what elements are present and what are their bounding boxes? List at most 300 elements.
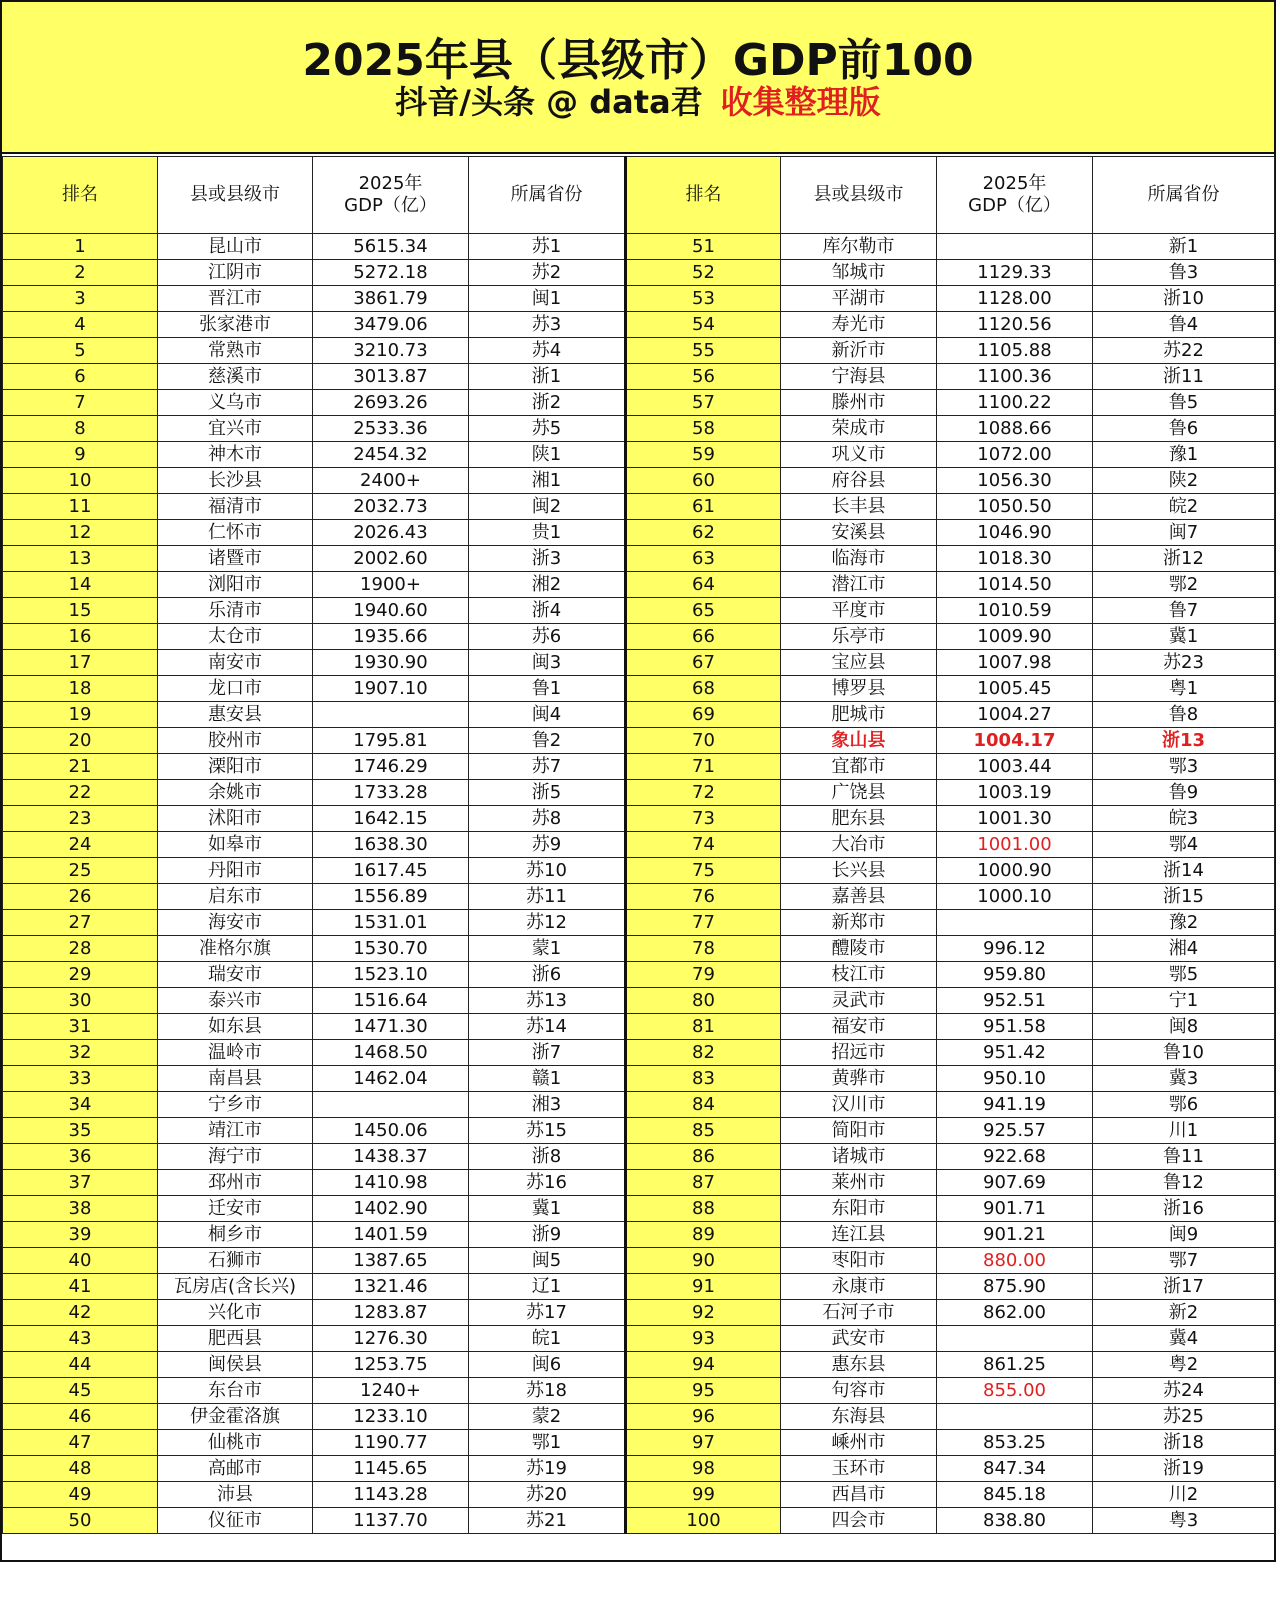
rank-cell: 24 bbox=[3, 832, 158, 858]
province-cell: 浙7 bbox=[469, 1040, 626, 1066]
county-cell: 肥东县 bbox=[781, 806, 937, 832]
gdp-cell: 1128.00 bbox=[937, 286, 1093, 312]
gdp-cell: 1100.22 bbox=[937, 390, 1093, 416]
gdp-cell: 1410.98 bbox=[313, 1170, 469, 1196]
gdp-cell: 1056.30 bbox=[937, 468, 1093, 494]
county-cell: 武安市 bbox=[781, 1326, 937, 1352]
province-cell: 鲁8 bbox=[1093, 702, 1275, 728]
table-row bbox=[3, 858, 1275, 884]
county-cell: 沭阳市 bbox=[158, 806, 313, 832]
rank-cell: 26 bbox=[3, 884, 158, 910]
province-cell: 冀3 bbox=[1093, 1066, 1275, 1092]
gdp-cell bbox=[937, 234, 1093, 260]
county-cell: 广饶县 bbox=[781, 780, 937, 806]
rank-cell: 99 bbox=[626, 1482, 781, 1508]
table-row bbox=[3, 676, 1275, 702]
title-block bbox=[2, 2, 1274, 154]
gdp-cell: 838.80 bbox=[937, 1508, 1093, 1534]
rank-cell: 40 bbox=[3, 1248, 158, 1274]
county-cell: 东海县 bbox=[781, 1404, 937, 1430]
county-cell: 莱州市 bbox=[781, 1170, 937, 1196]
gdp-cell: 1471.30 bbox=[313, 1014, 469, 1040]
header-rank: 排名 bbox=[626, 157, 781, 234]
county-cell: 温岭市 bbox=[158, 1040, 313, 1066]
rank-cell: 89 bbox=[626, 1222, 781, 1248]
county-cell: 福安市 bbox=[781, 1014, 937, 1040]
table-row bbox=[3, 468, 1275, 494]
table-row bbox=[3, 520, 1275, 546]
province-cell: 鄂3 bbox=[1093, 754, 1275, 780]
table-row bbox=[3, 910, 1275, 936]
table-row bbox=[3, 884, 1275, 910]
rank-cell: 58 bbox=[626, 416, 781, 442]
rank-cell: 84 bbox=[626, 1092, 781, 1118]
table-row bbox=[3, 442, 1275, 468]
province-cell: 浙1 bbox=[469, 364, 626, 390]
county-cell: 黄骅市 bbox=[781, 1066, 937, 1092]
county-cell: 石河子市 bbox=[781, 1300, 937, 1326]
province-cell: 鲁9 bbox=[1093, 780, 1275, 806]
province-cell: 苏22 bbox=[1093, 338, 1275, 364]
rank-cell: 37 bbox=[3, 1170, 158, 1196]
rank-cell: 66 bbox=[626, 624, 781, 650]
table-row bbox=[3, 728, 1275, 754]
county-cell: 邳州市 bbox=[158, 1170, 313, 1196]
province-cell: 新2 bbox=[1093, 1300, 1275, 1326]
province-cell: 鄂6 bbox=[1093, 1092, 1275, 1118]
rank-cell: 21 bbox=[3, 754, 158, 780]
county-cell: 龙口市 bbox=[158, 676, 313, 702]
province-cell: 川1 bbox=[1093, 1118, 1275, 1144]
rank-cell: 52 bbox=[626, 260, 781, 286]
county-cell: 长丰县 bbox=[781, 494, 937, 520]
province-cell: 苏16 bbox=[469, 1170, 626, 1196]
table-row bbox=[3, 780, 1275, 806]
subtitle bbox=[2, 82, 1274, 122]
county-cell: 宜都市 bbox=[781, 754, 937, 780]
rank-cell: 82 bbox=[626, 1040, 781, 1066]
gdp-cell bbox=[313, 702, 469, 728]
gdp-cell: 1935.66 bbox=[313, 624, 469, 650]
table-row bbox=[3, 806, 1275, 832]
gdp-cell: 2454.32 bbox=[313, 442, 469, 468]
province-cell: 浙4 bbox=[469, 598, 626, 624]
gdp-cell: 1100.36 bbox=[937, 364, 1093, 390]
county-cell: 肥西县 bbox=[158, 1326, 313, 1352]
county-cell: 海宁市 bbox=[158, 1144, 313, 1170]
rank-cell: 87 bbox=[626, 1170, 781, 1196]
header-gdp bbox=[937, 157, 1093, 234]
rank-cell: 74 bbox=[626, 832, 781, 858]
province-cell: 苏12 bbox=[469, 910, 626, 936]
county-cell: 新沂市 bbox=[781, 338, 937, 364]
gdp-cell: 1003.19 bbox=[937, 780, 1093, 806]
rank-cell: 28 bbox=[3, 936, 158, 962]
province-cell: 浙16 bbox=[1093, 1196, 1275, 1222]
rank-cell: 38 bbox=[3, 1196, 158, 1222]
province-cell: 鲁5 bbox=[1093, 390, 1275, 416]
rank-cell: 14 bbox=[3, 572, 158, 598]
rank-cell: 72 bbox=[626, 780, 781, 806]
gdp-cell bbox=[937, 1326, 1093, 1352]
gdp-cell: 1145.65 bbox=[313, 1456, 469, 1482]
header-gdp-unit: GDP（亿） bbox=[344, 195, 437, 216]
county-cell: 兴化市 bbox=[158, 1300, 313, 1326]
table-row bbox=[3, 1014, 1275, 1040]
province-cell: 湘4 bbox=[1093, 936, 1275, 962]
gdp-cell: 1516.64 bbox=[313, 988, 469, 1014]
county-cell: 诸城市 bbox=[781, 1144, 937, 1170]
rank-cell: 4 bbox=[3, 312, 158, 338]
province-cell: 皖2 bbox=[1093, 494, 1275, 520]
province-cell: 浙8 bbox=[469, 1144, 626, 1170]
rank-cell: 96 bbox=[626, 1404, 781, 1430]
province-cell: 粤1 bbox=[1093, 676, 1275, 702]
subtitle-edition: 收集整理版 bbox=[720, 83, 881, 121]
province-cell: 贵1 bbox=[469, 520, 626, 546]
rank-cell: 91 bbox=[626, 1274, 781, 1300]
table-row bbox=[3, 936, 1275, 962]
county-cell: 高邮市 bbox=[158, 1456, 313, 1482]
gdp-cell: 1001.30 bbox=[937, 806, 1093, 832]
province-cell: 鄂1 bbox=[469, 1430, 626, 1456]
province-cell: 赣1 bbox=[469, 1066, 626, 1092]
page-title: 2025年县（县级市）GDP前100 bbox=[302, 35, 974, 86]
table-row bbox=[3, 754, 1275, 780]
province-cell: 鄂7 bbox=[1093, 1248, 1275, 1274]
table-row bbox=[3, 650, 1275, 676]
province-cell: 浙15 bbox=[1093, 884, 1275, 910]
rank-cell: 70 bbox=[626, 728, 781, 754]
province-cell: 鲁3 bbox=[1093, 260, 1275, 286]
rank-cell: 31 bbox=[3, 1014, 158, 1040]
county-cell: 醴陵市 bbox=[781, 936, 937, 962]
rank-cell: 5 bbox=[3, 338, 158, 364]
county-cell: 招远市 bbox=[781, 1040, 937, 1066]
gdp-cell: 855.00 bbox=[937, 1378, 1093, 1404]
rank-cell: 42 bbox=[3, 1300, 158, 1326]
gdp-cell: 847.34 bbox=[937, 1456, 1093, 1482]
province-cell: 蒙1 bbox=[469, 936, 626, 962]
rank-cell: 73 bbox=[626, 806, 781, 832]
county-cell: 博罗县 bbox=[781, 676, 937, 702]
county-cell: 如东县 bbox=[158, 1014, 313, 1040]
province-cell: 冀1 bbox=[1093, 624, 1275, 650]
rank-cell: 49 bbox=[3, 1482, 158, 1508]
province-cell: 浙3 bbox=[469, 546, 626, 572]
province-cell: 苏13 bbox=[469, 988, 626, 1014]
gdp-cell: 1120.56 bbox=[937, 312, 1093, 338]
gdp-cell: 2533.36 bbox=[313, 416, 469, 442]
gdp-cell: 1007.98 bbox=[937, 650, 1093, 676]
rank-cell: 2 bbox=[3, 260, 158, 286]
rank-cell: 54 bbox=[626, 312, 781, 338]
province-cell: 苏25 bbox=[1093, 1404, 1275, 1430]
province-cell: 粤3 bbox=[1093, 1508, 1275, 1534]
header-row bbox=[3, 157, 1275, 234]
table-row bbox=[3, 1300, 1275, 1326]
county-cell: 平度市 bbox=[781, 598, 937, 624]
gdp-cell: 941.19 bbox=[937, 1092, 1093, 1118]
province-cell: 皖3 bbox=[1093, 806, 1275, 832]
county-cell: 晋江市 bbox=[158, 286, 313, 312]
gdp-cell: 1240+ bbox=[313, 1378, 469, 1404]
gdp-cell: 1000.10 bbox=[937, 884, 1093, 910]
rank-cell: 71 bbox=[626, 754, 781, 780]
province-cell: 苏23 bbox=[1093, 650, 1275, 676]
table-row bbox=[3, 1040, 1275, 1066]
table-row bbox=[3, 624, 1275, 650]
table-row bbox=[3, 1482, 1275, 1508]
province-cell: 苏15 bbox=[469, 1118, 626, 1144]
county-cell: 南安市 bbox=[158, 650, 313, 676]
gdp-cell: 3013.87 bbox=[313, 364, 469, 390]
rank-cell: 76 bbox=[626, 884, 781, 910]
province-cell: 苏21 bbox=[469, 1508, 626, 1534]
table-row bbox=[3, 1352, 1275, 1378]
rank-cell: 30 bbox=[3, 988, 158, 1014]
province-cell: 苏11 bbox=[469, 884, 626, 910]
gdp-cell bbox=[937, 1404, 1093, 1430]
table-row bbox=[3, 260, 1275, 286]
county-cell: 福清市 bbox=[158, 494, 313, 520]
gdp-cell: 1004.17 bbox=[937, 728, 1093, 754]
county-cell: 东阳市 bbox=[781, 1196, 937, 1222]
gdp-cell: 2400+ bbox=[313, 468, 469, 494]
rank-cell: 6 bbox=[3, 364, 158, 390]
rank-cell: 22 bbox=[3, 780, 158, 806]
rank-cell: 78 bbox=[626, 936, 781, 962]
county-cell: 寿光市 bbox=[781, 312, 937, 338]
rank-cell: 27 bbox=[3, 910, 158, 936]
rank-cell: 83 bbox=[626, 1066, 781, 1092]
gdp-cell: 1321.46 bbox=[313, 1274, 469, 1300]
table-row bbox=[3, 1508, 1275, 1534]
rank-cell: 81 bbox=[626, 1014, 781, 1040]
table-row bbox=[3, 1222, 1275, 1248]
header-province: 所属省份 bbox=[469, 157, 626, 234]
province-cell: 闽9 bbox=[1093, 1222, 1275, 1248]
gdp-cell: 907.69 bbox=[937, 1170, 1093, 1196]
province-cell: 粤2 bbox=[1093, 1352, 1275, 1378]
table-row bbox=[3, 416, 1275, 442]
gdp-cell: 1129.33 bbox=[937, 260, 1093, 286]
gdp-cell: 1468.50 bbox=[313, 1040, 469, 1066]
county-cell: 太仓市 bbox=[158, 624, 313, 650]
table-row bbox=[3, 1170, 1275, 1196]
gdp-cell: 1638.30 bbox=[313, 832, 469, 858]
county-cell: 南昌县 bbox=[158, 1066, 313, 1092]
county-cell: 句容市 bbox=[781, 1378, 937, 1404]
county-cell: 宁海县 bbox=[781, 364, 937, 390]
county-cell: 仁怀市 bbox=[158, 520, 313, 546]
county-cell: 迁安市 bbox=[158, 1196, 313, 1222]
province-cell: 冀4 bbox=[1093, 1326, 1275, 1352]
gdp-cell: 1930.90 bbox=[313, 650, 469, 676]
county-cell: 宁乡市 bbox=[158, 1092, 313, 1118]
county-cell: 溧阳市 bbox=[158, 754, 313, 780]
county-cell: 平湖市 bbox=[781, 286, 937, 312]
rank-cell: 75 bbox=[626, 858, 781, 884]
rank-cell: 50 bbox=[3, 1508, 158, 1534]
header-gdp-year: 2025年 bbox=[982, 173, 1047, 194]
rank-cell: 53 bbox=[626, 286, 781, 312]
county-cell: 余姚市 bbox=[158, 780, 313, 806]
province-cell: 陕2 bbox=[1093, 468, 1275, 494]
gdp-cell: 1046.90 bbox=[937, 520, 1093, 546]
gdp-cell: 1105.88 bbox=[937, 338, 1093, 364]
county-cell: 如皋市 bbox=[158, 832, 313, 858]
rank-cell: 93 bbox=[626, 1326, 781, 1352]
gdp-cell: 1746.29 bbox=[313, 754, 469, 780]
rank-cell: 13 bbox=[3, 546, 158, 572]
province-cell: 浙14 bbox=[1093, 858, 1275, 884]
province-cell: 闽7 bbox=[1093, 520, 1275, 546]
gdp-cell bbox=[937, 910, 1093, 936]
province-cell: 苏8 bbox=[469, 806, 626, 832]
gdp-cell: 861.25 bbox=[937, 1352, 1093, 1378]
gdp-cell: 952.51 bbox=[937, 988, 1093, 1014]
province-cell: 浙10 bbox=[1093, 286, 1275, 312]
county-cell: 荣成市 bbox=[781, 416, 937, 442]
gdp-cell: 901.21 bbox=[937, 1222, 1093, 1248]
header-rank: 排名 bbox=[3, 157, 158, 234]
province-cell: 鄂4 bbox=[1093, 832, 1275, 858]
rank-cell: 33 bbox=[3, 1066, 158, 1092]
table-row bbox=[3, 286, 1275, 312]
province-cell: 鄂2 bbox=[1093, 572, 1275, 598]
province-cell: 浙13 bbox=[1093, 728, 1275, 754]
rank-cell: 29 bbox=[3, 962, 158, 988]
gdp-cell: 1438.37 bbox=[313, 1144, 469, 1170]
rank-cell: 65 bbox=[626, 598, 781, 624]
gdp-cell: 922.68 bbox=[937, 1144, 1093, 1170]
province-cell: 苏24 bbox=[1093, 1378, 1275, 1404]
table-row bbox=[3, 390, 1275, 416]
rank-cell: 64 bbox=[626, 572, 781, 598]
gdp-cell: 1003.44 bbox=[937, 754, 1093, 780]
county-cell: 启东市 bbox=[158, 884, 313, 910]
county-cell: 瓦房店(含长兴) bbox=[158, 1274, 313, 1300]
county-cell: 嘉善县 bbox=[781, 884, 937, 910]
gdp-cell: 2002.60 bbox=[313, 546, 469, 572]
gdp-cell: 1556.89 bbox=[313, 884, 469, 910]
county-cell: 乐清市 bbox=[158, 598, 313, 624]
table-row bbox=[3, 1456, 1275, 1482]
province-cell: 蒙2 bbox=[469, 1404, 626, 1430]
rank-cell: 20 bbox=[3, 728, 158, 754]
county-cell: 江阴市 bbox=[158, 260, 313, 286]
province-cell: 鲁12 bbox=[1093, 1170, 1275, 1196]
header-county: 县或县级市 bbox=[158, 157, 313, 234]
county-cell: 长兴县 bbox=[781, 858, 937, 884]
province-cell: 苏9 bbox=[469, 832, 626, 858]
province-cell: 闽3 bbox=[469, 650, 626, 676]
rank-cell: 9 bbox=[3, 442, 158, 468]
table-row bbox=[3, 494, 1275, 520]
rank-cell: 39 bbox=[3, 1222, 158, 1248]
rank-cell: 79 bbox=[626, 962, 781, 988]
rank-cell: 92 bbox=[626, 1300, 781, 1326]
gdp-cell: 1143.28 bbox=[313, 1482, 469, 1508]
province-cell: 苏17 bbox=[469, 1300, 626, 1326]
rank-cell: 16 bbox=[3, 624, 158, 650]
gdp-cell: 1233.10 bbox=[313, 1404, 469, 1430]
table-row bbox=[3, 338, 1275, 364]
gdp-cell: 1283.87 bbox=[313, 1300, 469, 1326]
rank-cell: 23 bbox=[3, 806, 158, 832]
county-cell: 石狮市 bbox=[158, 1248, 313, 1274]
province-cell: 闽6 bbox=[469, 1352, 626, 1378]
rank-cell: 17 bbox=[3, 650, 158, 676]
gdp-cell: 1088.66 bbox=[937, 416, 1093, 442]
gdp-cell: 925.57 bbox=[937, 1118, 1093, 1144]
rank-cell: 56 bbox=[626, 364, 781, 390]
rank-cell: 10 bbox=[3, 468, 158, 494]
county-cell: 准格尔旗 bbox=[158, 936, 313, 962]
rank-cell: 90 bbox=[626, 1248, 781, 1274]
gdp-cell: 1642.15 bbox=[313, 806, 469, 832]
table-row bbox=[3, 1404, 1275, 1430]
county-cell: 昆山市 bbox=[158, 234, 313, 260]
province-cell: 湘1 bbox=[469, 468, 626, 494]
county-cell: 慈溪市 bbox=[158, 364, 313, 390]
province-cell: 豫2 bbox=[1093, 910, 1275, 936]
county-cell: 宝应县 bbox=[781, 650, 937, 676]
province-cell: 苏1 bbox=[469, 234, 626, 260]
county-cell: 桐乡市 bbox=[158, 1222, 313, 1248]
rank-cell: 100 bbox=[626, 1508, 781, 1534]
rank-cell: 36 bbox=[3, 1144, 158, 1170]
table-row bbox=[3, 832, 1275, 858]
table-row bbox=[3, 1066, 1275, 1092]
county-cell: 西昌市 bbox=[781, 1482, 937, 1508]
gdp-cell: 862.00 bbox=[937, 1300, 1093, 1326]
rank-cell: 68 bbox=[626, 676, 781, 702]
gdp-cell: 853.25 bbox=[937, 1430, 1093, 1456]
table-row bbox=[3, 988, 1275, 1014]
gdp-cell: 1010.59 bbox=[937, 598, 1093, 624]
rank-cell: 46 bbox=[3, 1404, 158, 1430]
province-cell: 闽4 bbox=[469, 702, 626, 728]
county-cell: 玉环市 bbox=[781, 1456, 937, 1482]
gdp-cell: 1190.77 bbox=[313, 1430, 469, 1456]
rank-cell: 41 bbox=[3, 1274, 158, 1300]
province-cell: 闽1 bbox=[469, 286, 626, 312]
county-cell: 乐亭市 bbox=[781, 624, 937, 650]
province-cell: 浙2 bbox=[469, 390, 626, 416]
county-cell: 仙桃市 bbox=[158, 1430, 313, 1456]
province-cell: 苏14 bbox=[469, 1014, 626, 1040]
header-province: 所属省份 bbox=[1093, 157, 1275, 234]
gdp-cell: 3210.73 bbox=[313, 338, 469, 364]
province-cell: 鄂5 bbox=[1093, 962, 1275, 988]
gdp-cell: 1940.60 bbox=[313, 598, 469, 624]
county-cell: 灵武市 bbox=[781, 988, 937, 1014]
table-body bbox=[3, 234, 1275, 1534]
rank-cell: 43 bbox=[3, 1326, 158, 1352]
gdp-cell: 1276.30 bbox=[313, 1326, 469, 1352]
province-cell: 闽5 bbox=[469, 1248, 626, 1274]
province-cell: 闽8 bbox=[1093, 1014, 1275, 1040]
county-cell: 沛县 bbox=[158, 1482, 313, 1508]
county-cell: 神木市 bbox=[158, 442, 313, 468]
county-cell: 丹阳市 bbox=[158, 858, 313, 884]
gdp-cell: 1009.90 bbox=[937, 624, 1093, 650]
gdp-cell: 1617.45 bbox=[313, 858, 469, 884]
table-row bbox=[3, 1248, 1275, 1274]
province-cell: 浙11 bbox=[1093, 364, 1275, 390]
